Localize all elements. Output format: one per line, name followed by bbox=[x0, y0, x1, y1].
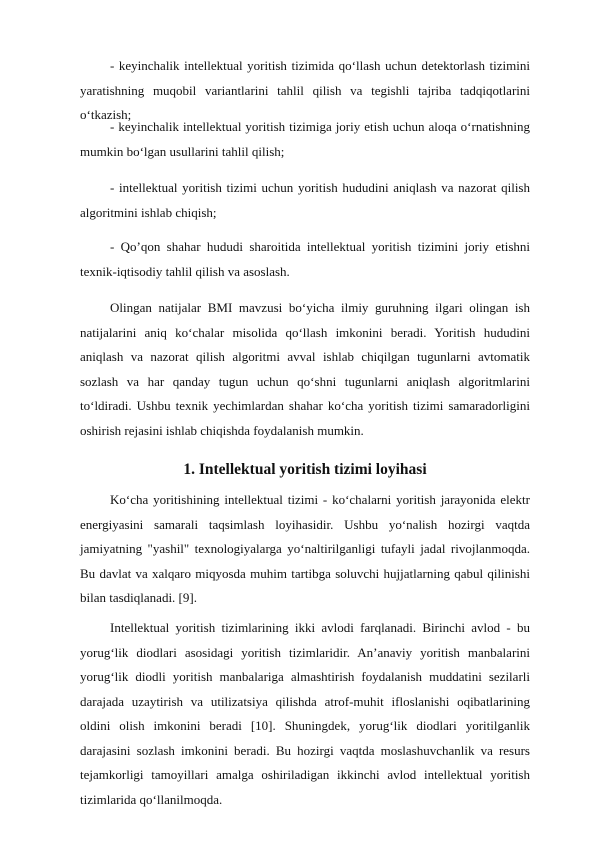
section-paragraph: Intellektual yoritish tizimlarining ikki avlodi farqlanadi. Birinchi avlod - bu yorug‘lik diodlari asosidagi yoritish tizimlaridir. An’anaviy yoritish manbalarini yorug‘lik diodli yoritish manbalariga almashtirish foydalanish muddatini sezilarli darajada uzaytirish va utilizatsiya qilishda atrof-muhit ifloslanishi oqibatlarining oldini olish imkonini beradi [10]. Shuningdek, yorug‘lik diodlari yoritilganlik darajasini sozlash imkonini beradi. Bu hozirgi vaqtda moslashuvchanlik va resurs tejamkorligi tamoyillari amalga oshiriladigan ikkinchi avlod intellektual yoritish tizimlarida qo‘llanilmoqda. bbox=[80, 620, 530, 807]
results-paragraph: Olingan natijalar BMI mavzusi bo‘yicha ilmiy guruhning ilgari olingan ish natijalarini aniq ko‘chalar misolida qo‘llash imkonini beradi. Yoritish hududini aniqlash va nazorat qilish algoritmi avval ishlab chiqilgan tugunlarni avtomatik sozlash va har qanday tugun uchun qo‘shni tugunlarni aniqlash algoritmlarini to‘ldiradi. Ushbu texnik yechimlardan shahar ko‘cha yoritish tizimi samaradorligini oshirish rejasini ishlab chiqishda foydalanish mumkin. bbox=[80, 300, 530, 438]
bullet-paragraph: - intellektual yoritish tizimi uchun yoritish hududini aniqlash va nazorat qilish algoritmini ishlab chiqish; bbox=[80, 180, 530, 220]
section-heading: 1. Intellektual yoritish tizimi loyihasi bbox=[183, 461, 427, 478]
bullet-paragraph: - Qo’qon shahar hududi sharoitida intellektual yoritish tizimini joriy etishni texnik-iqtisodiy tahlil qilish va asoslash. bbox=[80, 239, 530, 279]
section-paragraph: Ko‘cha yoritishining intellektual tizimi - ko‘chalarni yoritish jarayonida elektr energiyasini samarali taqsimlash loyihasidir. Ushbu yo‘nalish hozirgi vaqtda jamiyatning "yashil" texnologiyalarga yo‘naltirilganligi tufayli jadal rivojlanmoqda. Bu davlat va xalqaro miqyosda muhim tartibga soluvchi hujjatlarning qabul qilinishi bilan tasdiqlanadi. [9]. bbox=[80, 492, 530, 605]
bullet-paragraph: - keyinchalik intellektual yoritish tizimida qo‘llash uchun detektorlash tizimini yaratishning muqobil variantlarini tahlil qilish va tegishli tajriba tadqiqotlarini o‘tkazish; bbox=[80, 58, 530, 122]
bullet-paragraph: - keyinchalik intellektual yoritish tizimiga joriy etish uchun aloqa o‘rnatishning mumkin bo‘lgan usullarini tahlil qilish; bbox=[80, 119, 530, 159]
